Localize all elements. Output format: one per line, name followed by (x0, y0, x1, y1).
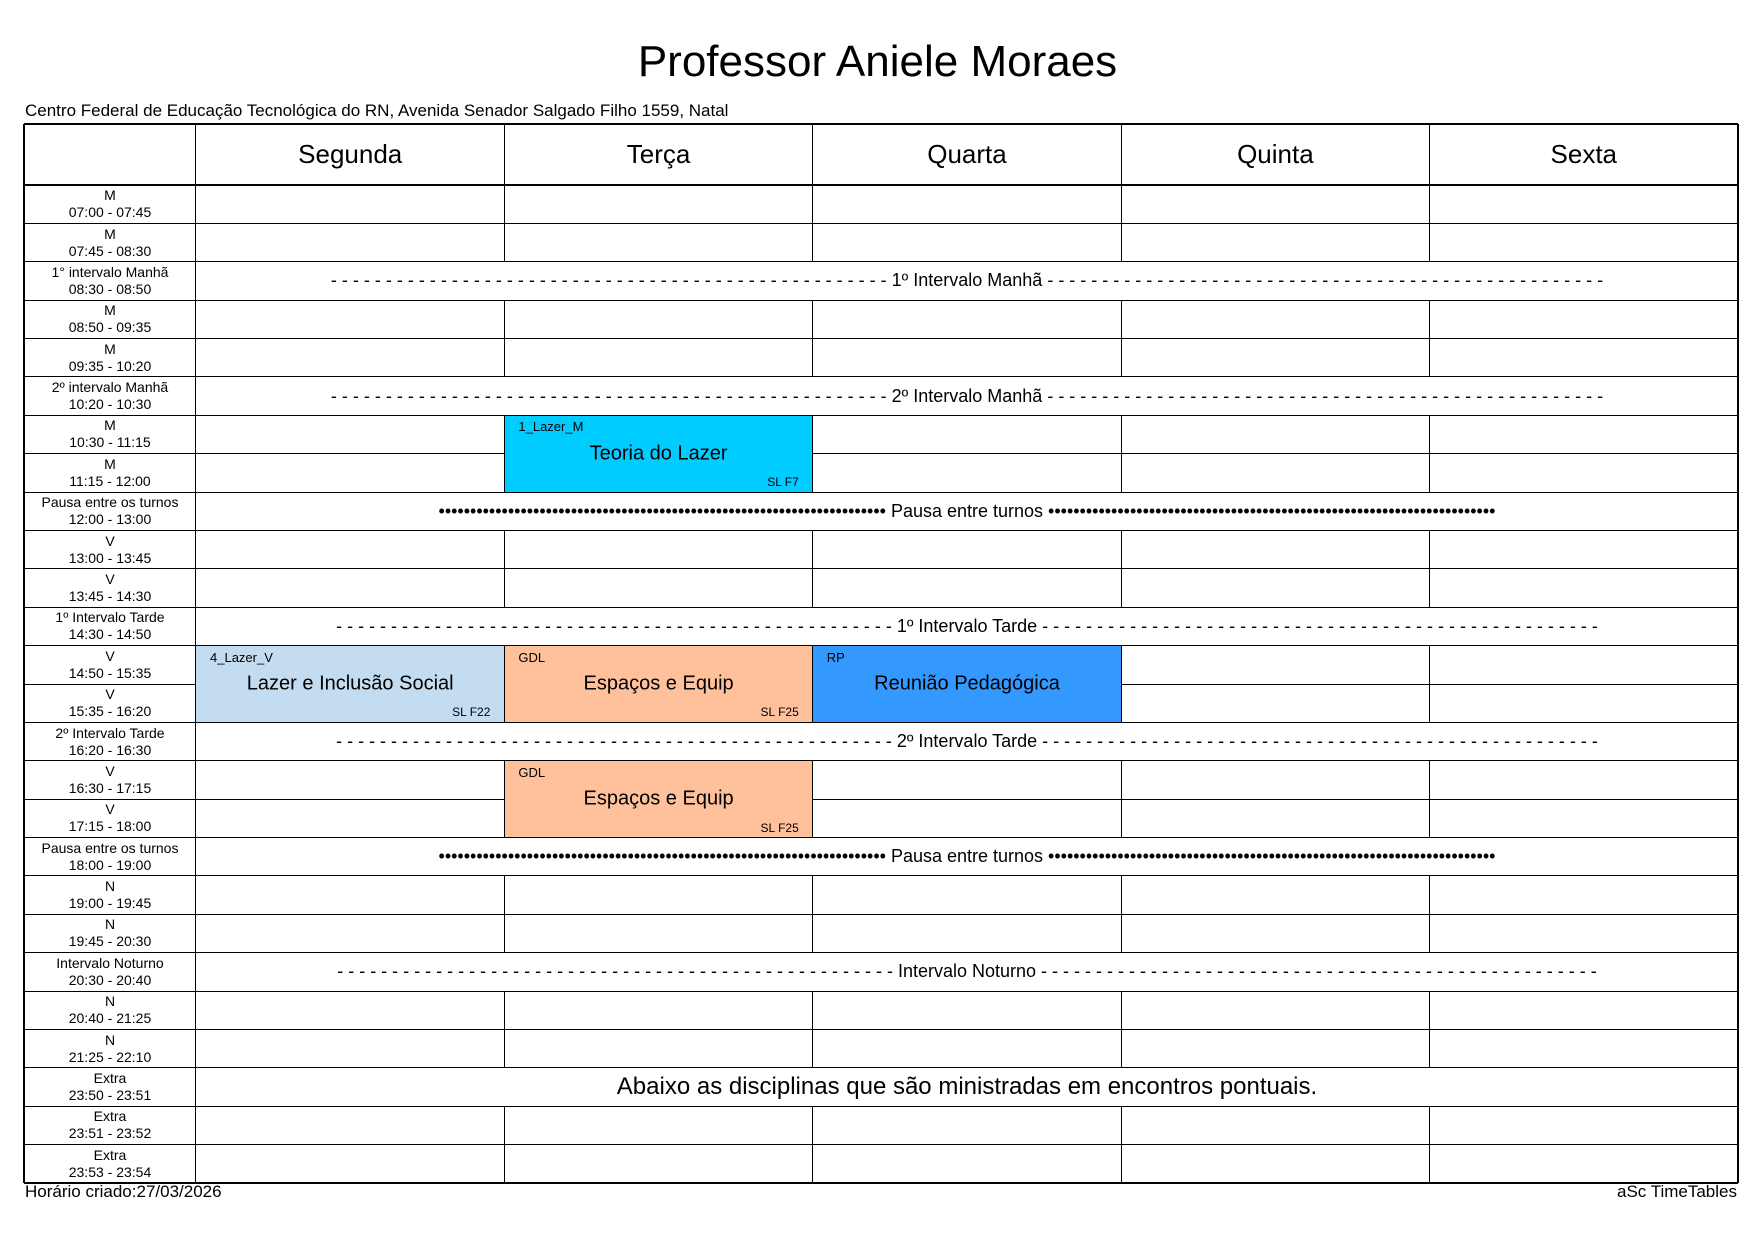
grid-line (504, 568, 812, 569)
grid-line (1121, 223, 1122, 261)
lesson-card[interactable] (196, 646, 504, 723)
grid-line (24, 223, 196, 224)
grid-line (1430, 453, 1738, 454)
grid-line (504, 223, 812, 224)
grid-line (812, 185, 813, 223)
period-name: V (105, 801, 115, 818)
grid-line (1121, 876, 1122, 914)
period-time: 07:00 - 07:45 (68, 204, 152, 221)
grid-line (1121, 1029, 1122, 1067)
break-banner (196, 262, 1738, 300)
grid-line (1121, 646, 1122, 684)
grid-line (24, 1067, 196, 1068)
period-name: Extra (93, 1070, 127, 1087)
grid-line (1121, 568, 1429, 569)
grid-line (504, 1144, 812, 1145)
period-time: 18:00 - 19:00 (68, 856, 152, 873)
grid-line (1121, 1029, 1429, 1030)
lesson-subject: Reunião Pedagógica (874, 672, 1060, 695)
break-banner (196, 953, 1738, 991)
grid-line (1121, 453, 1429, 454)
grid-line (196, 338, 504, 339)
period-label (24, 569, 196, 607)
grid-line (1737, 124, 1739, 1183)
grid-line (1121, 684, 1122, 722)
period-label (24, 1145, 196, 1183)
grid-line (1121, 761, 1122, 799)
day-header-label: Quarta (927, 139, 1007, 169)
break-banner (196, 492, 1738, 530)
grid-line (813, 453, 1121, 454)
period-time: 08:30 - 08:50 (68, 280, 152, 297)
break-banner (196, 838, 1738, 876)
grid-line (504, 684, 505, 722)
grid-line (24, 123, 1738, 125)
grid-line (813, 799, 1121, 800)
break-text: ••••••••••••••••••••••••••••••••••••••••••••••••••••••••••••••••••••••• Pausa entre turnos ••••••••••••••••••••••••••••••••••••••••••••••••••••••••••••••••••••••• (438, 846, 1496, 867)
period-name: Pausa entre os turnos (41, 839, 179, 856)
lesson-class-code: GDL (518, 764, 546, 780)
grid-line (1429, 761, 1430, 799)
grid-line (1121, 1145, 1122, 1183)
grid-line (24, 300, 196, 301)
grid-line (1121, 799, 1429, 800)
day-header-label: Quinta (1237, 139, 1314, 169)
period-label (24, 377, 196, 415)
grid-line (1429, 914, 1430, 952)
period-label (24, 876, 196, 914)
grid-line (24, 952, 196, 953)
period-name: M (104, 225, 116, 242)
grid-line (504, 914, 812, 915)
grid-line (1429, 646, 1430, 684)
grid-line (504, 1029, 812, 1030)
grid-line (24, 1029, 196, 1030)
grid-line (196, 799, 504, 800)
period-name: 2º intervalo Manhã (51, 379, 169, 396)
grid-line (24, 760, 196, 761)
grid-line (1429, 876, 1430, 914)
break-text: - - - - - - - - - - - - - - - - - - - - - - - - - - - - - - - - - - - - - - - - - - - - - - - - - - - 1º Intervalo Tarde - - - - - - - - - - - - - - - - - - - - - - - - - - - - - - - - - - - - - - - - - - - - - - - - - - - (336, 615, 1598, 636)
period-label (24, 838, 196, 876)
period-label (24, 953, 196, 991)
day-header (813, 124, 1121, 185)
period-time: 13:00 - 13:45 (68, 549, 152, 566)
grid-line (196, 492, 1738, 493)
extra-note (196, 1068, 1738, 1106)
grid-line (812, 530, 813, 568)
period-label (24, 1068, 196, 1106)
period-time: 10:20 - 10:30 (68, 396, 152, 413)
lesson-room: SL F22 (452, 705, 491, 720)
period-label (24, 1106, 196, 1144)
lesson-room: SL F25 (760, 820, 799, 835)
grid-line (504, 876, 505, 914)
period-label (24, 684, 196, 722)
grid-line (1121, 415, 1122, 453)
page-title: Professor Aniele Moraes (637, 37, 1118, 86)
period-name: Extra (93, 1108, 127, 1125)
grid-line (812, 684, 813, 722)
grid-line (196, 607, 1738, 608)
break-text: - - - - - - - - - - - - - - - - - - - - - - - - - - - - - - - - - - - - - - - - - - - - - - - - - - - 1º Intervalo Manhã - - - - - - - - - - - - - - - - - - - - - - - - - - - - - - - - - - - - - - - - - - - - - - - - - - - (330, 270, 1604, 291)
grid-line (196, 376, 1738, 377)
grid-line (504, 223, 505, 261)
break-text: - - - - - - - - - - - - - - - - - - - - - - - - - - - - - - - - - - - - - - - - - - - - - - - - - - - 2º Intervalo Tarde - - - - - - - - - - - - - - - - - - - - - - - - - - - - - - - - - - - - - - - - - - - - - - - - - - - (336, 731, 1598, 752)
grid-line (813, 914, 1121, 915)
grid-line (196, 530, 1738, 531)
grid-line (24, 645, 196, 646)
grid-line (196, 568, 504, 569)
lesson-card[interactable] (813, 646, 1121, 723)
day-header (504, 124, 812, 185)
period-time: 13:45 - 14:30 (68, 588, 152, 605)
grid-line (1121, 991, 1122, 1029)
period-label (24, 339, 196, 377)
grid-line (812, 876, 813, 914)
grid-line (1121, 1106, 1122, 1144)
grid-line (24, 530, 196, 531)
grid-line (1429, 530, 1430, 568)
grid-line (23, 124, 25, 1183)
period-label (24, 1029, 196, 1067)
lesson-subject: Espaços e Equip (583, 787, 734, 810)
grid-line (1429, 124, 1430, 185)
grid-line (504, 646, 505, 684)
period-name: M (104, 455, 116, 472)
day-header-label: Sexta (1550, 139, 1618, 169)
day-header (1430, 124, 1738, 185)
grid-line (812, 454, 813, 492)
period-name: Extra (93, 1146, 127, 1163)
period-time: 14:50 - 15:35 (68, 664, 152, 681)
grid-line (1121, 223, 1429, 224)
grid-line (24, 492, 196, 493)
period-time: 16:30 - 17:15 (68, 779, 152, 796)
grid-line (24, 875, 196, 876)
grid-line (1429, 339, 1430, 377)
grid-line (1121, 569, 1122, 607)
period-label (24, 991, 196, 1029)
grid-line (812, 914, 813, 952)
grid-line (1121, 454, 1122, 492)
grid-line (1430, 684, 1738, 685)
grid-line (504, 1145, 505, 1183)
lesson-class-code: RP (826, 649, 845, 665)
day-header (1121, 124, 1429, 185)
grid-line (1429, 454, 1430, 492)
grid-line (1121, 1144, 1429, 1145)
grid-line (24, 991, 196, 992)
grid-line (812, 761, 813, 799)
grid-line (24, 1144, 196, 1145)
grid-line (196, 300, 1738, 301)
grid-line (504, 991, 505, 1029)
period-name: M (104, 187, 116, 204)
grid-line (504, 454, 505, 492)
period-label (24, 607, 196, 645)
grid-line (24, 568, 196, 569)
grid-line (504, 1106, 505, 1144)
grid-line (196, 415, 1738, 416)
grid-line (1429, 799, 1430, 837)
grid-line (24, 722, 196, 723)
grid-line (813, 1029, 1121, 1030)
period-label (24, 646, 196, 684)
grid-line (196, 760, 1738, 761)
period-name: V (105, 647, 115, 664)
period-time: 12:00 - 13:00 (68, 511, 152, 528)
grid-line (1430, 914, 1738, 915)
grid-line (1121, 914, 1122, 952)
period-label (24, 300, 196, 338)
lesson-room: SL F7 (767, 475, 799, 490)
period-name: V (105, 571, 115, 588)
lesson-room: SL F25 (760, 705, 799, 720)
grid-line (196, 453, 504, 454)
break-text: - - - - - - - - - - - - - - - - - - - - - - - - - - - - - - - - - - - - - - - - - - - - - - - - - - - Intervalo Noturno - - - - - - - - - - - - - - - - - - - - - - - - - - - - - - - - - - - - - - - - - - - - - - - - - - - (337, 961, 1597, 982)
grid-line (1429, 300, 1430, 338)
period-name: M (104, 302, 116, 319)
grid-line (504, 185, 505, 223)
created-date: Horário criado:27/03/2026 (25, 1182, 222, 1201)
period-name: N (104, 1031, 116, 1048)
grid-line (196, 952, 1738, 953)
period-time: 23:53 - 23:54 (68, 1163, 152, 1180)
grid-line (196, 645, 1738, 646)
school-address: Centro Federal de Educação Tecnológica do RN, Avenida Senador Salgado Filho 1559, Natal (25, 101, 729, 120)
grid-line (1121, 530, 1122, 568)
grid-line (1429, 991, 1430, 1029)
period-time: 15:35 - 16:20 (68, 703, 152, 720)
lesson-class-code: 1_Lazer_M (518, 419, 584, 435)
grid-line (24, 1182, 1738, 1184)
period-name: M (104, 340, 116, 357)
period-label (24, 415, 196, 453)
grid-line (196, 1067, 1738, 1068)
lesson-subject: Espaços e Equip (583, 672, 734, 695)
grid-line (1429, 415, 1430, 453)
grid-line (1121, 799, 1122, 837)
period-name: 1º Intervalo Tarde (55, 609, 165, 626)
grid-line (504, 339, 505, 377)
day-header-label: Segunda (298, 139, 403, 169)
grid-line (1430, 338, 1738, 339)
grid-line (812, 569, 813, 607)
break-text: ••••••••••••••••••••••••••••••••••••••••••••••••••••••••••••••••••••••• Pausa entre turnos ••••••••••••••••••••••••••••••••••••••••••••••••••••••••••••••••••••••• (438, 500, 1496, 521)
grid-line (1121, 300, 1122, 338)
period-name: M (104, 417, 116, 434)
grid-line (504, 300, 505, 338)
grid-line (24, 799, 196, 800)
period-time: 07:45 - 08:30 (68, 242, 152, 259)
grid-line (812, 300, 813, 338)
grid-line (24, 1106, 196, 1107)
grid-line (1429, 569, 1430, 607)
grid-line (24, 415, 196, 416)
grid-line (24, 684, 196, 685)
grid-line (24, 338, 196, 339)
lesson-class-code: GDL (518, 649, 546, 665)
grid-line (1429, 1106, 1430, 1144)
period-label (24, 914, 196, 952)
grid-line (812, 991, 813, 1029)
lesson-class-code: 4_Lazer_V (210, 649, 273, 665)
extra-note-text: Abaixo as disciplinas que são ministradas em encontros pontuais. (616, 1073, 1318, 1101)
grid-line (195, 124, 196, 1183)
grid-line (504, 415, 505, 453)
grid-line (24, 453, 196, 454)
grid-line (812, 339, 813, 377)
grid-line (504, 338, 812, 339)
period-label (24, 761, 196, 799)
grid-line (1429, 1029, 1430, 1067)
period-time: 23:50 - 23:51 (68, 1087, 152, 1104)
grid-line (1121, 185, 1122, 223)
lesson-card[interactable] (504, 761, 812, 838)
period-label (24, 223, 196, 261)
break-banner (196, 607, 1738, 645)
period-time: 23:51 - 23:52 (68, 1125, 152, 1142)
period-name: Intervalo Noturno (56, 954, 164, 971)
lesson-subject: Teoria do Lazer (589, 442, 728, 465)
grid-line (504, 1029, 505, 1067)
grid-line (1429, 223, 1430, 261)
grid-line (196, 875, 1738, 876)
grid-line (504, 914, 505, 952)
day-header (196, 124, 504, 185)
period-name: N (104, 878, 116, 895)
grid-line (196, 914, 504, 915)
grid-line (813, 338, 1121, 339)
lesson-subject: Lazer e Inclusão Social (246, 672, 454, 695)
grid-line (1121, 339, 1122, 377)
grid-line (812, 799, 813, 837)
lesson-card[interactable] (504, 415, 812, 492)
grid-line (812, 415, 813, 453)
grid-line (24, 607, 196, 608)
grid-line (196, 722, 1738, 723)
grid-line (1121, 338, 1429, 339)
grid-line (196, 261, 1738, 262)
period-name: V (105, 532, 115, 549)
period-time: 19:00 - 19:45 (68, 895, 152, 912)
grid-line (812, 223, 813, 261)
period-time: 14:30 - 14:50 (68, 626, 152, 643)
grid-line (812, 1145, 813, 1183)
grid-line (24, 914, 196, 915)
grid-line (196, 1106, 1738, 1107)
period-label (24, 454, 196, 492)
period-time: 11:15 - 12:00 (69, 472, 151, 489)
grid-line (812, 646, 813, 684)
grid-line (1121, 124, 1122, 185)
period-name: V (105, 686, 115, 703)
grid-line (1429, 684, 1430, 722)
grid-line (812, 1106, 813, 1144)
grid-line (1429, 185, 1430, 223)
grid-line (1430, 799, 1738, 800)
break-banner (196, 377, 1738, 415)
period-label (24, 722, 196, 760)
day-header-label: Terça (626, 139, 691, 169)
period-time: 19:45 - 20:30 (68, 933, 152, 950)
grid-line (1430, 1029, 1738, 1030)
grid-line (813, 223, 1121, 224)
grid-line (504, 799, 505, 837)
lesson-card[interactable] (504, 646, 812, 723)
grid-line (812, 1029, 813, 1067)
grid-line (196, 1144, 504, 1145)
grid-line (1430, 568, 1738, 569)
grid-line (813, 568, 1121, 569)
period-time: 20:30 - 20:40 (68, 971, 152, 988)
period-label (24, 262, 196, 300)
grid-line (504, 530, 505, 568)
period-time: 21:25 - 22:10 (68, 1048, 152, 1065)
grid-line (504, 761, 505, 799)
grid-line (196, 223, 504, 224)
grid-line (24, 376, 196, 377)
period-time: 17:15 - 18:00 (68, 818, 152, 835)
break-text: - - - - - - - - - - - - - - - - - - - - - - - - - - - - - - - - - - - - - - - - - - - - - - - - - - - 2º Intervalo Manhã - - - - - - - - - - - - - - - - - - - - - - - - - - - - - - - - - - - - - - - - - - - - - - - - - - - (330, 385, 1604, 406)
brand-label: aSc TimeTables (1617, 1182, 1737, 1201)
period-time: 16:20 - 16:30 (68, 741, 152, 758)
grid-line (504, 124, 505, 185)
period-name: 2º Intervalo Tarde (55, 724, 165, 741)
grid-line (504, 569, 505, 607)
period-name: Pausa entre os turnos (41, 494, 179, 511)
period-label (24, 530, 196, 568)
grid-line (196, 837, 1738, 838)
grid-line (24, 837, 196, 838)
period-time: 20:40 - 21:25 (68, 1010, 152, 1027)
period-time: 08:50 - 09:35 (68, 319, 152, 336)
grid-line (24, 184, 1738, 186)
grid-line (1430, 1144, 1738, 1145)
grid-line (812, 124, 813, 185)
period-label (24, 185, 196, 223)
grid-line (1121, 914, 1429, 915)
period-time: 10:30 - 11:15 (69, 434, 151, 451)
period-name: N (104, 916, 116, 933)
period-name: V (105, 762, 115, 779)
grid-line (813, 1144, 1121, 1145)
period-time: 09:35 - 10:20 (68, 357, 152, 374)
grid-line (24, 261, 196, 262)
period-label (24, 492, 196, 530)
grid-line (1121, 684, 1429, 685)
break-banner (196, 722, 1738, 760)
grid-line (1430, 223, 1738, 224)
period-name: N (104, 993, 116, 1010)
grid-line (1429, 1145, 1430, 1183)
grid-line (196, 991, 1738, 992)
grid-line (196, 1029, 504, 1030)
period-label (24, 799, 196, 837)
period-name: 1° intervalo Manhã (51, 263, 169, 280)
